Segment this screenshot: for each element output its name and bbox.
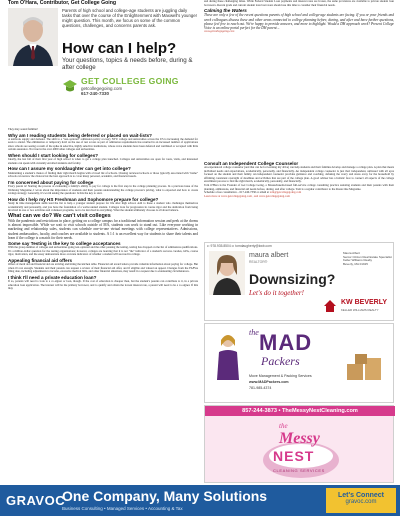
para-private-loan: If so, parents will need to look to a co-signer or loan, though. If the cost of education is cheaper than, but the student's parents can contribute to it, in a private education loan application. The interest will be the primary borrower, and to qualify and obtain the lowest interest rate, a parent will need to be a co-signer. If this may [8, 279, 198, 291]
para-paying: Every parent is! Starting the process of evaluating a family's ability to pay for college is the first step in the college planning process. In a previous issue of the Wellesley Magazine, I wrote about the importance of students and their parents understanding the college process's pricing, what to expected and how to create savings strategy. Generally, it's worth asking the questions: Is this the key to start. [8, 184, 198, 196]
heading-paying: I'm concerned about paying for college [8, 179, 94, 185]
help-ad-phone: 617-240-7330 [81, 91, 110, 97]
help-ad-title: How can I help? [62, 40, 177, 57]
para-author-bio: Tom O'Hara is the Founder of Get College Going, a Massachusetts-based full-service college consulting practice assisting students and their parents with their planning, admissions, and financial aid needs before, during, and after college. Tom is a regular contributor to the Route One Magazine. [204, 183, 394, 191]
help-ad-logo [62, 76, 198, 96]
help-ad-intro: Parents of high school and college-age students are juggling daily tasks that over the course of the Enlightenment with Maxwell's younger might question. This month, we focus on some of the common questions, challenges, and concerns parents ask. [62, 8, 198, 28]
heading-cant-visit: What can we do? We can't visit colleges [8, 212, 111, 219]
downsizing-sub: Let's do it together! [249, 289, 304, 297]
agent-photo [209, 251, 245, 295]
contact-learn-link[interactable]: Learn more at www.getcollegegoing.com , and www.getcollegegoing.com [204, 193, 290, 198]
messy-nest-ad [204, 405, 394, 483]
gravoc-logo: GRAVOC [6, 493, 66, 508]
graduation-cap-icon [62, 78, 78, 94]
help-ad-url[interactable]: getcollegegoing.com [81, 86, 123, 92]
para-calming: These are only a few of the recent questions parents of high school and college-age students are facing. If you or your friends and work colleagues discuss these and other areas connected to college planning before, during, and after and have further questions, please feel free to reach out. We're happy to provide answers, and more to highlight. Would a DH approach work? Present College Voice is an online portal perfect for the DH parent – [204, 13, 394, 30]
gravoc-cta-label: Let's Connect [337, 492, 384, 499]
mover-woman-icon [211, 332, 245, 380]
heading-private-loan: I think I'll need a private education loan? [8, 274, 97, 280]
heading-financial-aid: Appealing financial aid offers [8, 257, 73, 263]
para-freshman: Study & time management skills lead the list to help a younger student prepare for life after high school. Add to these a student who challenges themselves academically and personally, and you have the foundation of a well-rounded student. Colleges look for progression in course rigor and the dedication from being involved in one or two activities and volunteer programs, not to be involved in everything. What the student ultimately chooses is all about balance. [8, 201, 198, 213]
counselor-section [204, 160, 394, 198]
gravoc-cta-url: gravoc.com [345, 499, 377, 505]
para-financial-aid: Offers of merit aid and financial aid are arriving and hiring the kitchen table. Financial aid award letters provide valuable information about paying for college. But when it's not enough. Students and their parents can request a review of their financial aid offer, and if eligible and valued an appeal. Changes from the FAFSA filing date, including adjustments to income, excessive medical bills, and other financial situations, may result in a request due to extenuating circumstances. [8, 262, 198, 274]
mad-name: MAD [259, 330, 313, 355]
heading-assure: How can I assure my son/daughter can get into college? [8, 166, 131, 172]
article-body-left [8, 128, 198, 291]
para-testing: With the group number of colleges and universities going test-optional and the other pausing the testing, testing has dropped on the list of admissions qualifications. It's a million-dollar question for the testing organizations; however, colleges are learning that it is not "the" indicator of a student's success. Grades, GPA, course rigor, motivation, and the essay demonstrate more accurate indicators of whether a student will succeed in college. [8, 245, 198, 257]
help-ad-box [62, 40, 198, 96]
gravoc-subline: Business Consulting • Managed Services • Accounting & Tax [62, 506, 183, 511]
para-cant-visit: With the pandemic and restrictions in place, getting on a college campus for a traditional information session and peek at the dorms is almost impossible. While we wait to visit schools outside of MA, students can work to stand out. Like everyone working in marketing and relationship sales, students can schedule one-to-one virtual meetings with college representatives. Admissions, student ambassadors, faculty, and coaches are available to students. A 1:1 is an excellent way for students to share their talents and learn if the college is a match for their needs. [8, 218, 198, 240]
para-start-looking: Ideally, the last fall of their first year of high school is when to get a college plan launched. Colleges and universities are open for tours, visits, and interested students can speak with currently enrolled students and faculty. [8, 157, 198, 165]
para-assure: Maintaining a student's chance of finding their right match begins with a broad list of schools. Chasing reviewed schools or those typically associated with "name" schools can narrow the choices but the best approach is to cover many personal, academic, and financial needs. [8, 170, 198, 179]
heading-start-looking: When should I start looking for colleges? [8, 153, 99, 159]
author-photo [8, 8, 58, 66]
nest-the: the [279, 422, 288, 430]
heading-calming: Calming the Waters [204, 8, 247, 14]
right-top-text [204, 0, 394, 34]
mad-packers-ad [204, 323, 394, 403]
mad-the: the [249, 328, 259, 337]
agent-name: maura albert [249, 252, 289, 259]
kw-brand-sub: KELLER WILLIAMS REALTY [341, 308, 379, 312]
downsizing-headline: Downsizing? [249, 271, 336, 287]
questions-intro: They may sound familiar! [8, 127, 39, 131]
nest-name2: NEST [273, 448, 315, 464]
heading-counselor: Consult an Independent College Counselor [204, 161, 299, 166]
article-byline: Tom O'Hara, Contributor, Get College Going [8, 0, 117, 6]
moving-boxes-icon [345, 352, 385, 382]
contact-schedule-text: Schedule a free consultation – 617-240-7330 or email at [204, 190, 270, 195]
contact-email-link[interactable]: tom@getcollegegoing.com [269, 190, 302, 195]
downsizing-contact: c: 978.935.8504 o: tomdaugherty@kwb.com [207, 244, 272, 248]
agent-title: REALTOR® [249, 260, 268, 264]
para-deferred: A textbook supply and demand. The shift to a "test-optional" admission policy at every NYU college and universities across the US is increasing the demand for seats to attend. The elimination or temporary hold on the use of test scores as part of admission requirements has resulted in an increased number of applications since schools are seeing a result of the spike in selective, highly selective institutions, whose wave students have been deferred and waitlisted or accepted with little certain assurance. Not true in the over 4000 other colleges and universities. [8, 136, 198, 152]
heading-testing: Some say Testing is the key to college acceptances [8, 241, 121, 246]
help-ad-subtitle: Your questions, topics & needs before, during & after college [62, 57, 193, 72]
downsizing-ad [204, 242, 394, 321]
para-continued: and during these challenging times. While Federal Student Loan payments and interest rates are frozen, the same provisions are available to private student loan borrowers. Recent grads and current student loan borrowers should use this time to consider their financial needs. [204, 0, 394, 7]
gravoc-headline: One Company, Many Solutions [62, 488, 268, 504]
house-heart-icon [323, 299, 337, 313]
agent-details: Maura Albert Senior Citizen Real Estate Specialist Keller Williams Realty Beverly, MA 01915 [343, 251, 392, 266]
nest-tagline: CLEANING SERVICES [273, 468, 325, 473]
messy-nest-contact[interactable]: 857-244-3873 • TheMessyNestCleaning.com [242, 408, 358, 414]
heading-freshman: How do I help my HS Freshman and Sophomore prepare for college? [8, 196, 159, 202]
para-counselor: An experienced college counselor (and that can be for learning my drive) can help students and their families develop and manage a college plan. A plan that meets individual needs and expectations, academically, personally, and financially. An independent college counselor is just that: independent, unbiased with all eyes focused on the student and their family. An independent counselor provides guidance and coaching, defusing the worry and stress away for the household by affirming consistent oversight of deadlines and activities that are part of the college plan. A good adviser has a holistic face to connect all aspects of the college enrollment process to find the right match, academically, personally, and financially. [204, 165, 394, 184]
mad-tagline: Move Management & Packing Services [249, 374, 312, 378]
calming-link[interactable]: www.getcollegegoing.com [204, 29, 235, 34]
mad-name2: Packers [261, 354, 300, 368]
kw-brand: KW BEVERLY [341, 299, 388, 306]
gravoc-cta-button[interactable] [326, 488, 396, 513]
gravoc-banner [0, 485, 400, 516]
mad-url[interactable]: www.MADPackers.com [249, 380, 289, 384]
mad-phone: 781-985-4374 [249, 386, 272, 390]
heading-deferred: Why am I reading students being deferred or placed on wait-lists? [8, 132, 152, 138]
nest-name: Messy [279, 430, 320, 447]
help-ad-logo-text: GET COLLEGE GOING [81, 76, 179, 87]
